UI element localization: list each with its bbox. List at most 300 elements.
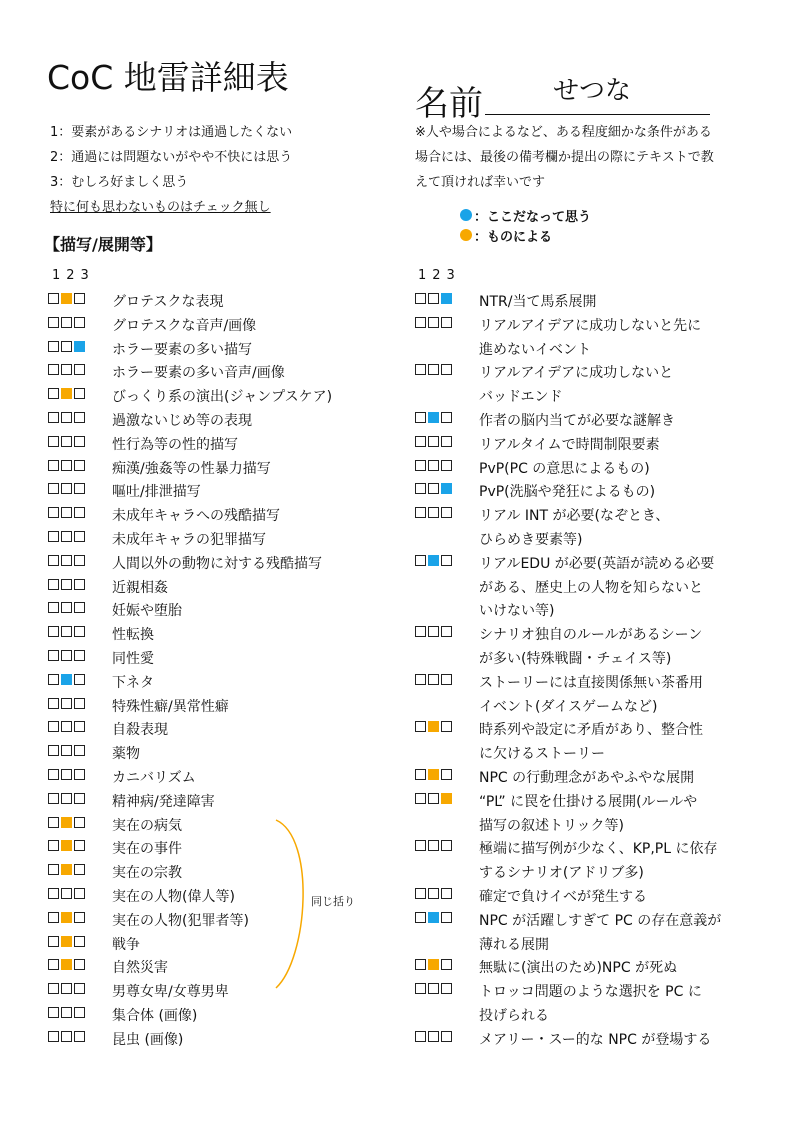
checkbox-1[interactable] [415,912,426,923]
legend-none: 特に何も思わないものはチェック無し [50,200,271,215]
checkbox-3[interactable] [74,317,85,328]
checkbox-3[interactable] [441,674,452,685]
checkbox-3[interactable] [74,745,85,756]
list-item [48,1004,198,1026]
checkbox-1[interactable] [48,341,59,352]
checkbox-2[interactable] [61,293,72,304]
checkbox-3[interactable] [441,412,452,423]
checkbox-3[interactable] [74,579,85,590]
checkbox-group [48,671,85,685]
item-label: グロテスクな表現 [112,294,224,310]
checkbox-2[interactable] [428,1031,439,1042]
note-line-3: えて頂ければ幸いです [415,175,546,190]
list-item [415,909,722,953]
checkbox-group [415,956,452,970]
checkbox-1[interactable] [48,436,59,447]
checkbox-3[interactable] [74,983,85,994]
checkbox-2[interactable] [428,507,439,518]
item-label: PvP(洗脳や発狂によるもの) [479,484,656,501]
list-item [48,837,182,859]
checkbox-group [415,671,452,685]
checkbox-group [48,361,85,375]
checkbox-group [48,433,85,447]
item-label: 自殺表現 [112,722,168,739]
checkbox-3[interactable] [74,388,85,399]
checkbox-2[interactable] [61,579,72,590]
checkbox-3[interactable] [74,460,85,471]
checkbox-group [48,742,85,756]
checkbox-3[interactable] [74,531,85,542]
checkbox-3[interactable] [74,769,85,780]
checkbox-1[interactable] [48,888,59,899]
item-label: 自然災害 [112,960,168,977]
checkbox-2[interactable] [61,769,72,780]
checkbox-3[interactable] [441,769,452,780]
checkbox-3[interactable] [74,793,85,804]
color-legend-blue-text: ：ここだなって思う [474,209,592,225]
item-label: 性転換 [112,627,154,644]
checkbox-group [48,837,85,851]
checkbox-2[interactable] [428,888,439,899]
checkbox-3[interactable] [441,1031,452,1042]
checkbox-group [415,361,452,375]
checkbox-3[interactable] [441,888,452,899]
checkbox-1[interactable] [48,602,59,613]
item-label: 無駄に(演出のため)NPC が死ぬ [479,960,678,977]
checkbox-2[interactable] [428,983,439,994]
checkbox-1[interactable] [48,531,59,542]
checkbox-3[interactable] [441,626,452,637]
list-item [415,885,647,907]
list-item [48,409,252,431]
checkbox-2[interactable] [61,936,72,947]
checkbox-1[interactable] [48,555,59,566]
checkbox-2[interactable] [61,626,72,637]
checkbox-3[interactable] [74,626,85,637]
checkbox-3[interactable] [441,507,452,518]
list-item [415,980,702,1024]
checkbox-1[interactable] [415,674,426,685]
checkbox-2[interactable] [428,460,439,471]
checkbox-group [415,623,452,637]
legend-1: 1：要素があるシナリオは通過したくない [50,125,293,140]
checkbox-2[interactable] [428,626,439,637]
checkbox-1[interactable] [415,721,426,732]
checkbox-2[interactable] [61,650,72,661]
checkbox-1[interactable] [415,959,426,970]
checkbox-group [48,980,85,994]
checkbox-2[interactable] [61,460,72,471]
note-line-1: ※人や場合によるなど、ある程度細かな条件がある [415,125,712,140]
checkbox-3[interactable] [74,364,85,375]
checkbox-2[interactable] [428,959,439,970]
item-label: 極端に描写例が少なく、KP,PL に依存 [479,841,718,858]
checkbox-group [48,528,85,542]
checkbox-2[interactable] [61,864,72,875]
checkbox-2[interactable] [61,555,72,566]
checkbox-1[interactable] [48,626,59,637]
checkbox-2[interactable] [428,840,439,851]
checkbox-group [48,385,85,399]
item-label: 昆虫 (画像) [112,1031,184,1048]
item-label: 集合体 (画像) [112,1008,198,1024]
item-label: 男尊女卑/女尊男卑 [112,984,229,1001]
item-label: 未成年キャラへの残酷描写 [112,508,280,525]
checkbox-2[interactable] [61,745,72,756]
item-label: リアルアイデアに成功しないと先に [479,317,702,334]
checkbox-1[interactable] [415,364,426,375]
item-label: ひらめき要素等) [479,531,583,548]
checkbox-2[interactable] [61,317,72,328]
checkbox-3[interactable] [74,1007,85,1018]
item-label: 特殊性癖/異常性癖 [112,698,229,715]
checkbox-1[interactable] [48,745,59,756]
checkbox-2[interactable] [428,721,439,732]
list-item [48,576,168,598]
item-label: ストーリーには直接関係無い茶番用 [479,674,703,691]
checkbox-3[interactable] [74,698,85,709]
checkbox-3[interactable] [74,436,85,447]
checkbox-1[interactable] [48,840,59,851]
checkbox-1[interactable] [415,412,426,423]
list-item [48,695,229,717]
checkbox-3[interactable] [74,507,85,518]
checkbox-2[interactable] [61,674,72,685]
checkbox-2[interactable] [61,412,72,423]
checkbox-3[interactable] [74,483,85,494]
checkbox-1[interactable] [48,864,59,875]
checkbox-1[interactable] [48,721,59,732]
checkbox-group [48,409,85,423]
checkbox-group [48,1028,85,1042]
checkbox-group [48,695,85,709]
note-line-2: 場合には、最後の備考欄か提出の際にテキストで教 [415,150,714,165]
list-item [415,766,695,788]
checkbox-3[interactable] [441,364,452,375]
checkbox-1[interactable] [415,793,426,804]
checkbox-2[interactable] [61,388,72,399]
checkbox-2[interactable] [61,483,72,494]
list-item [415,1028,712,1050]
checkbox-2[interactable] [61,817,72,828]
grouping-label: 同じ括り [311,895,355,908]
item-label: がある、歴史上の人物を知らないと [479,579,703,596]
color-legend-blue [460,205,591,225]
list-item [415,361,674,406]
item-label: 描写の叙述トリック等) [479,817,624,834]
checkbox-group [48,552,85,566]
checkbox-3[interactable] [441,721,452,732]
checkbox-1[interactable] [415,1031,426,1042]
checkbox-group [415,980,452,994]
checkbox-2[interactable] [428,317,439,328]
list-item [415,457,650,479]
item-label: 実在の病気 [112,817,182,834]
checkbox-3[interactable] [74,341,85,352]
color-legend-orange [460,225,591,245]
checkbox-1[interactable] [48,579,59,590]
item-label: が多い(特殊戦闘・チェイス等) [479,650,672,667]
checkbox-3[interactable] [74,412,85,423]
list-item [415,956,678,978]
checkbox-group [48,1004,85,1018]
list-item [415,314,702,358]
checkbox-group [415,480,452,494]
checkbox-3[interactable] [74,817,85,828]
checkbox-1[interactable] [48,674,59,685]
checkbox-group [48,956,85,970]
checkbox-1[interactable] [48,912,59,923]
checkbox-3[interactable] [441,293,452,304]
list-item [48,433,238,455]
item-label: リアルEDU が必要(英語が読める必要 [479,555,715,572]
checkbox-1[interactable] [48,412,59,423]
item-label: に欠けるストーリー [479,746,605,763]
item-label: 時系列や設定に矛盾があり、整合性 [479,722,703,739]
checkbox-2[interactable] [61,793,72,804]
list-item [415,290,597,312]
checkbox-1[interactable] [415,460,426,471]
checkbox-1[interactable] [48,1007,59,1018]
section-title: 【描写/展開等】 [44,235,162,254]
checkbox-2[interactable] [61,1007,72,1018]
checkbox-3[interactable] [441,436,452,447]
item-label: 妊娠や堕胎 [112,603,182,620]
list-item [48,599,182,621]
checkbox-3[interactable] [74,912,85,923]
item-label: 未成年キャラの犯罪描写 [112,532,266,548]
checkbox-1[interactable] [415,626,426,637]
checkbox-1[interactable] [48,1031,59,1042]
checkbox-3[interactable] [74,650,85,661]
item-label: リアル INT が必要(なぞとき、 [479,508,670,525]
checkbox-2[interactable] [61,983,72,994]
checkbox-3[interactable] [74,293,85,304]
item-label: ホラー要素の多い描写 [112,341,252,358]
checkbox-1[interactable] [48,388,59,399]
list-item [415,409,675,431]
list-item [48,385,333,407]
checkbox-2[interactable] [428,436,439,447]
checkbox-1[interactable] [415,983,426,994]
list-item [48,552,322,574]
item-label: 薄れる展開 [479,936,549,953]
checkbox-3[interactable] [74,959,85,970]
checkbox-3[interactable] [441,840,452,851]
checkbox-3[interactable] [74,721,85,732]
checkbox-3[interactable] [441,555,452,566]
list-item [48,457,271,479]
item-label: するシナリオ(アドリブ多) [479,865,644,882]
checkbox-1[interactable] [48,650,59,661]
checkbox-3[interactable] [74,888,85,899]
item-label: NPC の行動理念があやふやな展開 [479,770,695,786]
item-label: 性行為等の性的描写 [112,436,238,453]
checkbox-1[interactable] [415,840,426,851]
item-label: いけない等) [479,603,555,620]
checkbox-1[interactable] [415,888,426,899]
list-item [48,290,224,312]
checkbox-group [415,885,452,899]
column-header-right: 123 [418,268,461,283]
list-item [415,671,703,715]
list-item [48,671,154,693]
list-item [48,528,266,550]
item-label: ホラー要素の多い音声/画像 [112,365,285,382]
item-label: 近親相姦 [112,579,168,596]
checkbox-group [48,338,85,352]
checkbox-group [48,576,85,590]
list-item [48,361,285,383]
checkbox-3[interactable] [74,674,85,685]
checkbox-1[interactable] [415,293,426,304]
checkbox-1[interactable] [48,817,59,828]
checkbox-2[interactable] [428,364,439,375]
checkbox-group [48,814,85,828]
checkbox-2[interactable] [61,531,72,542]
list-item [48,338,252,360]
item-label: 薬物 [112,746,140,763]
checkbox-group [48,647,85,661]
checkbox-2[interactable] [428,555,439,566]
checkbox-2[interactable] [61,721,72,732]
item-label: シナリオ独自のルールがあるシーン [479,627,703,644]
checkbox-group [415,457,452,471]
checkbox-1[interactable] [48,983,59,994]
name-label: 名前 [415,84,483,124]
item-label: カニバリズム [112,770,196,786]
checkbox-2[interactable] [428,483,439,494]
checkbox-3[interactable] [74,1031,85,1042]
checkbox-3[interactable] [441,793,452,804]
list-item [415,790,698,834]
checkbox-2[interactable] [428,912,439,923]
checkbox-group [48,623,85,637]
checkbox-3[interactable] [74,555,85,566]
checkbox-3[interactable] [441,959,452,970]
item-label: 痴漢/強姦等の性暴力描写 [112,460,271,477]
checkbox-3[interactable] [74,936,85,947]
item-label: メアリー・スー的な NPC が登場する [479,1031,712,1048]
checkbox-3[interactable] [74,602,85,613]
checkbox-2[interactable] [61,698,72,709]
item-label: NTR/当て馬系展開 [479,294,597,310]
item-label: 進めないイベント [479,341,591,358]
checkbox-1[interactable] [48,507,59,518]
checkbox-group [415,909,452,923]
note [415,124,714,199]
item-label: 人間以外の動物に対する残酷描写 [112,555,322,572]
checkbox-group [48,718,85,732]
checkbox-2[interactable] [61,1031,72,1042]
checkbox-1[interactable] [415,555,426,566]
rating-legend [50,124,292,224]
checkbox-1[interactable] [48,483,59,494]
checkbox-3[interactable] [74,840,85,851]
checkbox-1[interactable] [415,436,426,447]
checkbox-2[interactable] [428,793,439,804]
color-legend-orange-text: ：ものによる [474,229,553,245]
list-item [48,766,196,788]
list-item [48,885,235,907]
checkbox-1[interactable] [48,698,59,709]
column-header-left: 123 [52,268,95,283]
item-label: 作者の脳内当てが必要な謎解き [479,413,675,429]
checkbox-group [48,504,85,518]
orange-dot-icon [460,229,472,241]
checkbox-2[interactable] [61,364,72,375]
list-item [48,814,182,836]
checkbox-3[interactable] [441,983,452,994]
checkbox-group [415,718,452,732]
item-label: PvP(PC の意思によるもの) [479,460,650,477]
list-item [48,480,201,502]
checkbox-2[interactable] [61,959,72,970]
list-item [48,718,168,740]
checkbox-1[interactable] [48,460,59,471]
checkbox-group [415,1028,452,1042]
checkbox-2[interactable] [61,436,72,447]
checkbox-3[interactable] [441,912,452,923]
checkbox-1[interactable] [415,507,426,518]
checkbox-group [48,290,85,304]
checkbox-group [415,837,452,851]
checkbox-1[interactable] [48,959,59,970]
checkbox-1[interactable] [48,936,59,947]
list-item [48,504,280,526]
checkbox-1[interactable] [415,317,426,328]
checkbox-2[interactable] [428,412,439,423]
checkbox-group [415,552,452,566]
checkbox-2[interactable] [61,840,72,851]
checkbox-1[interactable] [415,483,426,494]
checkbox-2[interactable] [61,912,72,923]
item-label: イベント(ダイスゲームなど) [479,698,658,715]
checkbox-1[interactable] [48,317,59,328]
checkbox-3[interactable] [441,483,452,494]
checkbox-group [48,314,85,328]
checkbox-3[interactable] [74,864,85,875]
item-label: 過激ないじめ等の表現 [112,413,252,429]
checkbox-2[interactable] [61,507,72,518]
checkbox-2[interactable] [428,293,439,304]
list-item [48,742,140,764]
checkbox-2[interactable] [61,341,72,352]
checkbox-1[interactable] [48,769,59,780]
list-item [415,504,670,548]
checkbox-2[interactable] [428,674,439,685]
item-label: 戦争 [112,936,140,953]
checkbox-group [415,290,452,304]
list-item [415,433,660,455]
checkbox-2[interactable] [428,769,439,780]
checkbox-3[interactable] [441,317,452,328]
checkbox-1[interactable] [48,293,59,304]
checkbox-1[interactable] [48,364,59,375]
checkbox-3[interactable] [441,460,452,471]
item-label: リアルアイデアに成功しないと [479,365,674,382]
checkbox-1[interactable] [48,793,59,804]
list-item [415,837,718,882]
item-label: NPC が活躍しすぎて PC の存在意義が [479,912,722,929]
checkbox-2[interactable] [61,602,72,613]
checkbox-2[interactable] [61,888,72,899]
checkbox-1[interactable] [415,769,426,780]
item-label: 投げられる [479,1007,549,1024]
checkbox-group [48,480,85,494]
item-label: トロッコ問題のような選択を PC に [479,984,702,1001]
list-item [48,980,229,1002]
